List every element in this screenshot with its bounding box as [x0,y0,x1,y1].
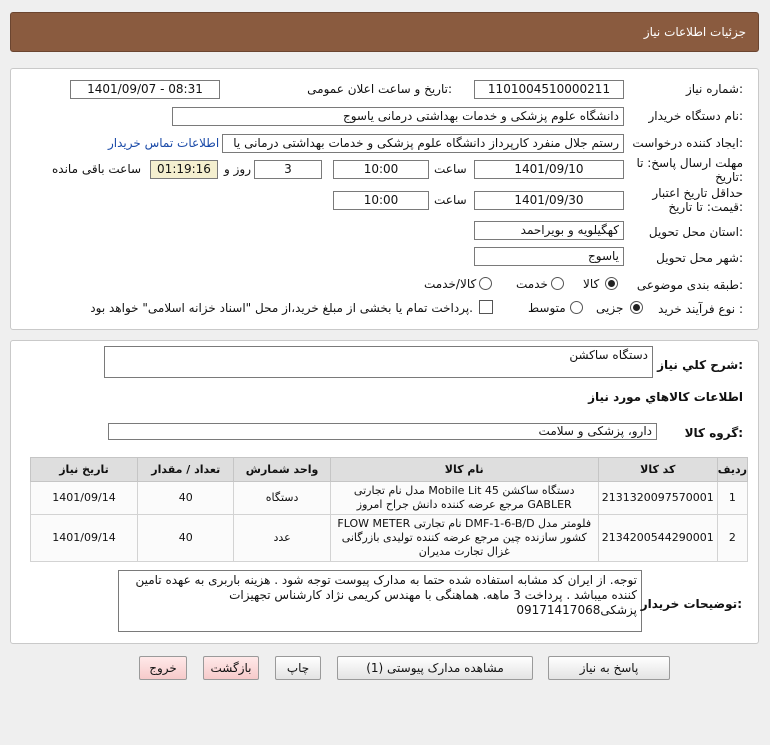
cell-name: فلومتر مدل DMF-1-6-B/D نام تجارتی FLOW METER کشور سازنده چین مرجع عرضه کننده تولیدی بازرگانی غزال تجارت مدیران [330,515,598,562]
buyer-notes-field: توجه. از ایران کد مشابه استفاده شده حتما به مدارک پیوست توجه شود . هزینه باربری به عهده تامین کننده میباشد . پرداخت 3 ماهه. هماهنگی با مهندس کریمی نژاد کارشناس تجهیزات پزشکی09171417068 [118,570,642,632]
category-option-goods-service: کالا/خدمت [424,277,477,291]
cell-date: 1401/09/14 [31,515,138,562]
need-number-label: شماره نیاز: [685,82,743,96]
buyer-contact-link[interactable]: اطلاعات تماس خریدار [108,136,220,150]
cell-date: 1401/09/14 [31,482,138,515]
table-row[interactable] [31,482,748,515]
goods-table [30,457,748,562]
need-number-field: 1101004510000211 [474,80,624,99]
category-option-service: خدمت [516,277,548,291]
deadline-date-field: 1401/09/10 [474,160,624,179]
cell-code: 2131320097570001 [598,482,717,515]
days-label: روز و [224,162,251,176]
summary-field: دستگاه ساکشن [104,346,653,378]
col-header-row-number: رديف [717,458,747,482]
deadline-time-field: 10:00 [333,160,429,179]
col-header-date: تاریخ نیاز [31,458,138,482]
cell-quantity: 40 [138,482,234,515]
deadline-label: مهلت ارسال پاسخ: تا تاریخ: [636,156,743,184]
days-field: 3 [254,160,322,179]
process-label: نوع فرآیند خرید : [658,302,743,316]
cell-row-number: 2 [717,515,747,562]
exit-button[interactable]: خروج [139,656,187,680]
cell-row-number: 1 [717,482,747,515]
goods-group-label: گروه کالا: [684,426,743,440]
goods-heading: اطلاعات کالاهاي مورد نياز [588,390,743,404]
category-label: طبقه بندی موضوعی: [636,278,743,292]
buyer-notes-label: توضیحات خریدار: [640,597,742,611]
reply-button[interactable]: پاسخ به نیاز [548,656,670,680]
cell-unit: عدد [234,515,330,562]
treasury-payment-note: پرداخت تمام یا بخشی از مبلغ خرید،از محل "اسناد خزانه اسلامی" خواهد بود. [90,301,473,315]
validity-time-label: ساعت [434,193,467,207]
buyer-field: دانشگاه علوم پزشکی و خدمات بهداشتی درمانی یاسوج [172,107,624,126]
goods-group-field: دارو، پزشکی و سلامت [108,423,657,440]
validity-date-field: 1401/09/30 [474,191,624,210]
category-option-goods: کالا [583,277,600,291]
deadline-time-label: ساعت [434,162,467,176]
col-header-quantity: تعداد / مقدار [138,458,234,482]
process-option-minor: جزیی [596,301,624,315]
creator-label: ایجاد کننده درخواست: [632,136,743,150]
cell-code: 2134200544290001 [598,515,717,562]
back-button[interactable]: بازگشت [203,656,259,680]
category-radio-goods-service[interactable] [479,277,492,290]
creator-field: رستم جلال منفرد کارپرداز دانشگاه علوم پزشکی و خدمات بهداشتی درمانی یا [222,134,624,153]
cell-quantity: 40 [138,515,234,562]
view-attachments-button[interactable]: مشاهده مدارک پیوستی (1) [337,656,533,680]
table-row[interactable] [31,515,748,562]
col-header-unit: واحد شمارش [234,458,330,482]
remaining-label: ساعت باقی مانده [52,162,142,176]
process-radio-minor[interactable] [630,301,643,314]
page-header [10,12,759,52]
cell-name: دستگاه ساکشن Mobile Lit 45 مدل نام تجارتی GABLER مرجع عرضه کننده دانش جراح امروز [330,482,598,515]
city-label: شهر محل تحویل: [656,251,743,265]
announce-field: 1401/09/07 - 08:31 [70,80,220,99]
process-option-medium: متوسط [528,301,566,315]
province-field: کهگیلویه و بویراحمد [474,221,624,240]
category-radio-goods[interactable] [605,277,618,290]
table-header-row [31,458,748,482]
treasury-payment-checkbox[interactable] [479,300,493,314]
table-wrapper [10,340,759,644]
print-button[interactable]: چاپ [275,656,321,680]
category-radio-service[interactable] [551,277,564,290]
process-radio-medium[interactable] [570,301,583,314]
validity-time-field: 10:00 [333,191,429,210]
city-field: یاسوج [474,247,624,266]
page-title: جزئیات اطلاعات نیاز [643,25,746,39]
cell-unit: دستگاه [234,482,330,515]
validity-label: حداقل تاریخ اعتبار قیمت: تا تاریخ: [652,186,743,214]
announce-label: تاریخ و ساعت اعلان عمومی: [307,82,452,96]
remaining-time-field: 01:19:16 [150,160,218,179]
col-header-code: کد کالا [598,458,717,482]
province-label: استان محل تحویل: [648,225,743,239]
summary-label: شرح کلي نياز: [657,358,743,372]
col-header-name: نام کالا [330,458,598,482]
buyer-label: نام دستگاه خریدار: [648,109,743,123]
